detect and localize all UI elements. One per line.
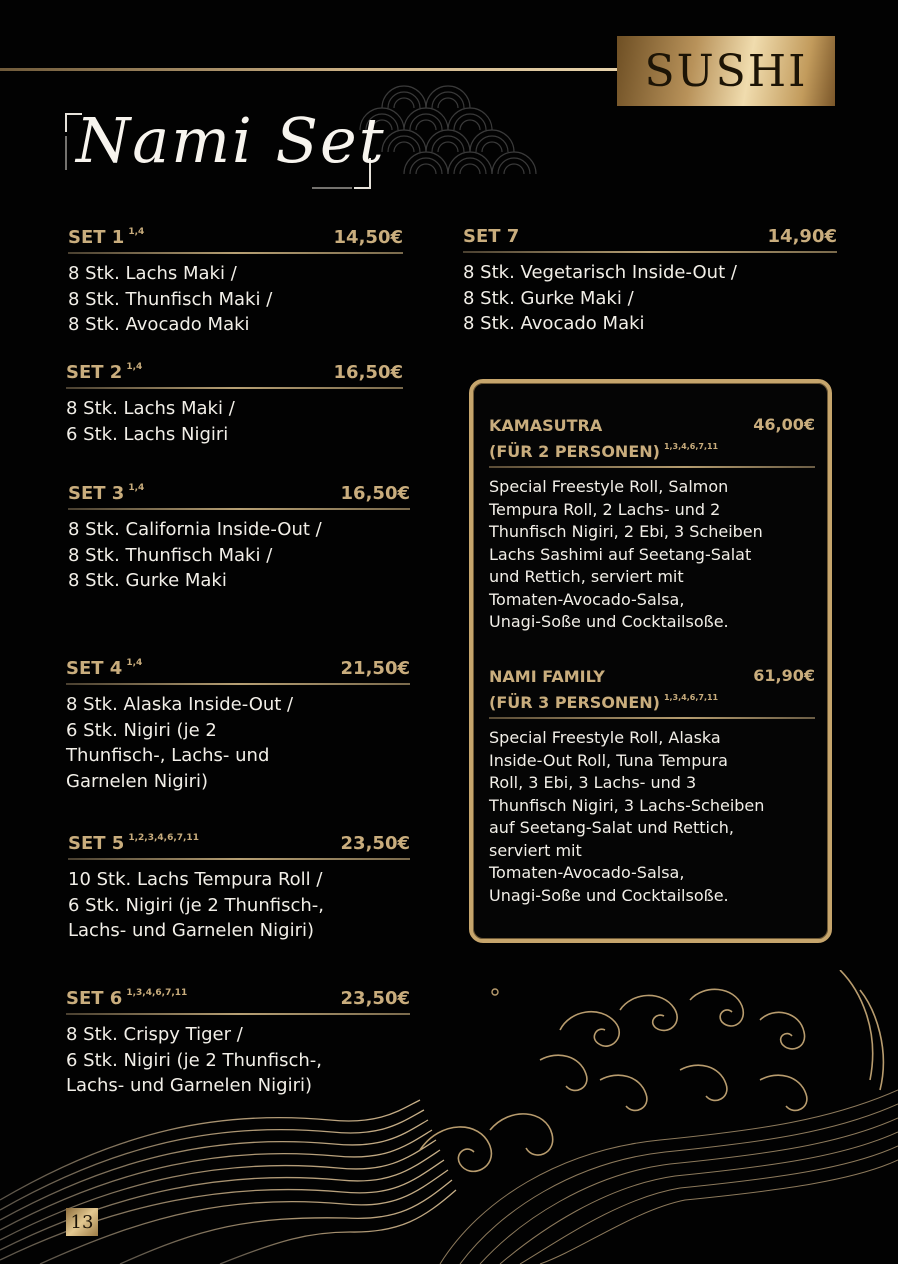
- item-name: SET 2 $^{1,4}$: [66, 362, 143, 383]
- divider: [66, 683, 410, 685]
- divider: [66, 387, 403, 389]
- menu-item-set5: [68, 833, 410, 944]
- item-description: 8 Stk. Lachs Maki / 8 Stk. Thunfisch Maki / 8 Stk. Avocado Maki: [68, 263, 273, 335]
- special-item-nami-family: [489, 666, 815, 907]
- divider: [489, 717, 815, 719]
- item-price: 23,50€: [340, 988, 410, 1009]
- item-price: 14,90€: [767, 226, 837, 247]
- special-price: 61,90€: [753, 666, 815, 685]
- category-badge: [617, 36, 835, 106]
- special-description: Special Freestyle Roll, Alaska Inside-Out Roll, Tuna Tempura Roll, 3 Ebi, 3 Lachs- und 3 Thunfisch Nigiri, 3 Lachs-Scheiben auf Seetang-Salat und Rettich, serviert mit Tomaten-Avocado-Salsa, Unagi-Soße und Cocktailsoße.: [489, 728, 765, 905]
- divider: [68, 252, 403, 254]
- page-title: Nami Set: [76, 104, 386, 177]
- item-description: 8 Stk. Vegetarisch Inside-Out / 8 Stk. Gurke Maki / 8 Stk. Avocado Maki: [463, 262, 737, 334]
- item-name: SET 4 $^{1,4}$: [66, 658, 143, 679]
- divider: [489, 466, 815, 468]
- menu-item-set2: [66, 362, 403, 447]
- menu-item-set1: [68, 227, 403, 338]
- special-item-kamasutra: [489, 415, 815, 634]
- item-name: SET 6 $^{1,3,4,6,7,11}$: [66, 988, 188, 1009]
- item-description: 10 Stk. Lachs Tempura Roll / 6 Stk. Nigiri (je 2 Thunfisch-, Lachs- und Garnelen Nigiri): [68, 869, 324, 941]
- item-name: SET 7: [463, 226, 520, 247]
- item-price: 23,50€: [340, 833, 410, 854]
- item-price: 21,50€: [340, 658, 410, 679]
- special-description: Special Freestyle Roll, Salmon Tempura Roll, 2 Lachs- und 2 Thunfisch Nigiri, 2 Ebi, 3 Scheiben Lachs Sashimi auf Seetang-Salat und Rettich, serviert mit Tomaten-Avocado-Salsa, Unagi-Soße und Cocktailsoße.: [489, 477, 763, 631]
- special-price: 46,00€: [753, 415, 815, 434]
- item-price: 16,50€: [333, 362, 403, 383]
- divider: [463, 251, 837, 253]
- menu-item-set3: [68, 483, 410, 594]
- item-price: 16,50€: [340, 483, 410, 504]
- item-description: 8 Stk. Crispy Tiger / 6 Stk. Nigiri (je 2 Thunfisch-, Lachs- und Garnelen Nigiri): [66, 1024, 322, 1096]
- special-name: NAMI FAMILY (FÜR 3 PERSONEN) $^{1,3,4,6,7,11}$: [489, 667, 719, 712]
- item-name: SET 5 $^{1,2,3,4,6,7,11}$: [68, 833, 199, 854]
- great-wave-illustration: [0, 970, 898, 1264]
- item-price: 14,50€: [333, 227, 403, 248]
- item-name: SET 3 $^{1,4}$: [68, 483, 145, 504]
- category-badge-label: SUSHI: [644, 45, 808, 97]
- item-description: 8 Stk. California Inside-Out / 8 Stk. Thunfisch Maki / 8 Stk. Gurke Maki: [68, 519, 322, 591]
- menu-item-set7: [463, 226, 837, 337]
- special-name: KAMASUTRA (FÜR 2 PERSONEN) $^{1,3,4,6,7,11}$: [489, 416, 719, 461]
- menu-item-set4: [66, 658, 410, 794]
- item-name: SET 1 $^{1,4}$: [68, 227, 145, 248]
- item-description: 8 Stk. Alaska Inside-Out / 6 Stk. Nigiri (je 2 Thunfisch-, Lachs- und Garnelen Nigiri): [66, 694, 294, 792]
- divider: [68, 508, 410, 510]
- item-description: 8 Stk. Lachs Maki / 6 Stk. Lachs Nigiri: [66, 398, 235, 445]
- divider: [68, 858, 410, 860]
- page-number: 13: [66, 1208, 98, 1236]
